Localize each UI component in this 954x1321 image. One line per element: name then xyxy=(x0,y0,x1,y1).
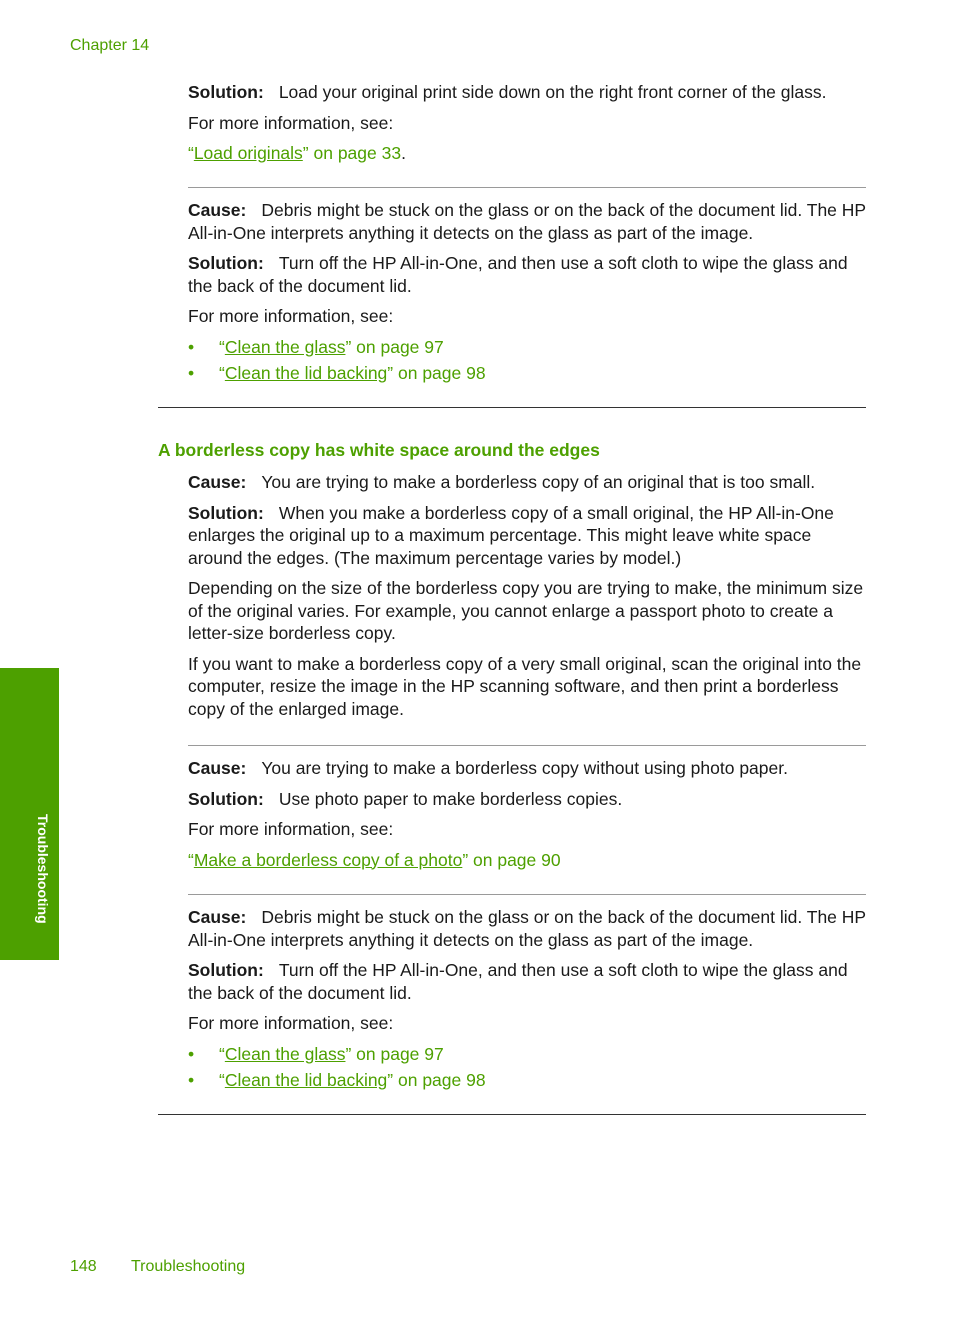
cause-block-4: Cause: You are trying to make a borderless copy without using photo paper. Solution: Use photo paper to make borderless copies. For more information, see: “Make a borderless copy of a photo” on page 90 xyxy=(188,757,866,871)
solution-label: Solution: xyxy=(188,253,264,273)
solution-block-1: Solution: Load your original print side down on the right front corner of the glass. For more information, see: “Load originals” on page 33. xyxy=(188,81,866,165)
solution-text: Use photo paper to make borderless copies. xyxy=(278,788,623,809)
list-item: • “Clean the glass” on page 97 xyxy=(188,1043,444,1064)
solution-label: Solution: xyxy=(188,960,264,980)
section-divider xyxy=(158,407,866,408)
cause-text: Debris might be stuck on the glass or on the back of the document lid. The HP All-in-One interprets anything it detects on the glass as part of the image. xyxy=(188,907,866,950)
link-clean-lid-backing[interactable]: Clean the lid backing xyxy=(224,1070,388,1090)
paragraph: Depending on the size of the borderless copy you are trying to make, the minimum size of the original varies. For example, you cannot enlarge a passport photo to create a letter-size borderless copy. xyxy=(188,578,864,643)
more-info: For more information, see: xyxy=(188,306,394,326)
cause-block-5 xyxy=(188,906,866,1092)
section-heading: A borderless copy has white space around the edges xyxy=(158,440,600,460)
page-number: 148 xyxy=(70,1258,97,1275)
link-clean-glass[interactable]: Clean the glass xyxy=(224,336,346,357)
list-item: • “Clean the glass” on page 97 xyxy=(188,336,444,357)
divider xyxy=(188,187,866,188)
solution-text: Turn off the HP All-in-One, and then use a soft cloth to wipe the glass and the back of the document lid. xyxy=(188,960,848,1003)
divider xyxy=(188,894,866,895)
cause-label: Cause: xyxy=(188,200,247,220)
cause-text: You are trying to make a borderless copy of an original that is too small. xyxy=(261,472,816,492)
list-item: • “Clean the lid backing” on page 98 xyxy=(188,1070,486,1090)
cause-label: Cause: xyxy=(188,472,247,492)
paragraph: If you want to make a borderless copy of a very small original, scan the original into the computer, resize the image in the HP scanning software, and then print a borderless copy of the enlarged image. xyxy=(188,653,862,719)
chapter-header: Chapter 14 xyxy=(70,37,150,54)
solution-label: Solution: xyxy=(188,82,264,102)
divider xyxy=(188,745,866,746)
solution-label: Solution: xyxy=(188,788,264,809)
cause-block-2 xyxy=(188,199,866,385)
solution-text: When you make a borderless copy of a small original, the HP All-in-One enlarges the original up to a maximum percentage. This might leave white space around the edges. (The maximum percentage varies by model.) xyxy=(188,502,834,568)
section-divider xyxy=(158,1114,866,1115)
more-info: For more information, see: xyxy=(188,1013,394,1033)
solution-text: Turn off the HP All-in-One, and then use a soft cloth to wipe the glass and the back of the document lid. xyxy=(188,253,848,296)
cause-block-3 xyxy=(188,471,866,720)
side-tab-label: Troubleshooting xyxy=(35,814,51,924)
link-clean-glass[interactable]: Clean the glass xyxy=(224,1043,346,1064)
list-item: • “Clean the lid backing” on page 98 xyxy=(188,363,486,383)
cause-label: Cause: xyxy=(188,907,247,927)
link-clean-lid-backing[interactable]: Clean the lid backing xyxy=(224,363,388,383)
cause-text: You are trying to make a borderless copy without using photo paper. xyxy=(261,758,788,778)
footer-section: Troubleshooting xyxy=(131,1258,246,1275)
link-load-originals[interactable]: Load originals xyxy=(193,143,303,163)
cause-label: Cause: xyxy=(188,758,247,778)
solution-label: Solution: xyxy=(188,502,264,523)
solution-text: Load your original print side down on the right front corner of the glass. xyxy=(278,82,827,102)
more-info: For more information, see: xyxy=(188,112,394,133)
cause-text: Debris might be stuck on the glass or on the back of the document lid. The HP All-in-One interprets anything it detects on the glass as part of the image. xyxy=(188,200,866,243)
link-borderless-photo[interactable]: Make a borderless copy of a photo xyxy=(193,849,463,870)
more-info: For more information, see: xyxy=(188,819,394,839)
